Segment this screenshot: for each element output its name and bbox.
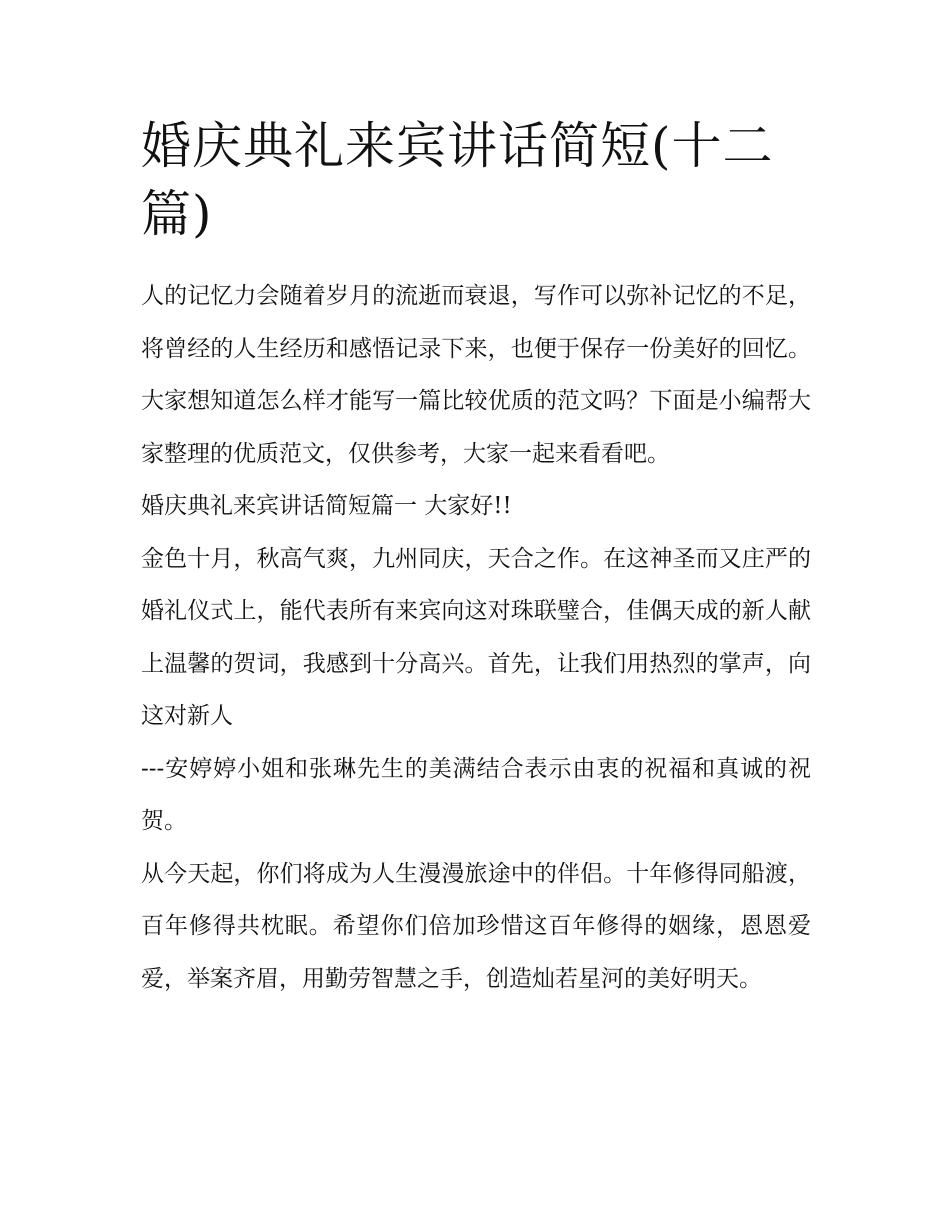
document-title: 婚庆典礼来宾讲话简短(十二篇) (141, 117, 774, 243)
paragraph-section-heading: 婚庆典礼来宾讲话简短篇一 大家好!! (141, 493, 512, 519)
document-body (141, 112, 811, 1005)
paragraph-opening: 金色十月，秋高气爽，九州同庆，天合之作。在这神圣而又庄严的婚礼仪式上，能代表所有来宾向这对珠联璧合，佳偶天成的新人献上温馨的贺词，我感到十分高兴。首先，让我们用热烈的掌声，向这对新人 (141, 545, 811, 729)
paragraph-congratulations: ---安婷婷小姐和张琳先生的美满结合表示由衷的祝福和真诚的祝贺。 (141, 755, 811, 834)
paragraph-wishes: 从今天起，你们将成为人生漫漫旅途中的伴侣。十年修得同船渡，百年修得共枕眠。希望你们倍加珍惜这百年修得的姻缘，恩恩爱爱，举案齐眉，用勤劳智慧之手，创造灿若星河的美好明天。 (141, 860, 811, 992)
paragraph-intro: 人的记忆力会随着岁月的流逝而衰退，写作可以弥补记忆的不足，将曾经的人生经历和感悟记录下来，也便于保存一份美好的回忆。大家想知道怎么样才能写一篇比较优质的范文吗？下面是小编帮大家整理的优质范文，仅供参考，大家一起来看看吧。 (141, 283, 811, 467)
